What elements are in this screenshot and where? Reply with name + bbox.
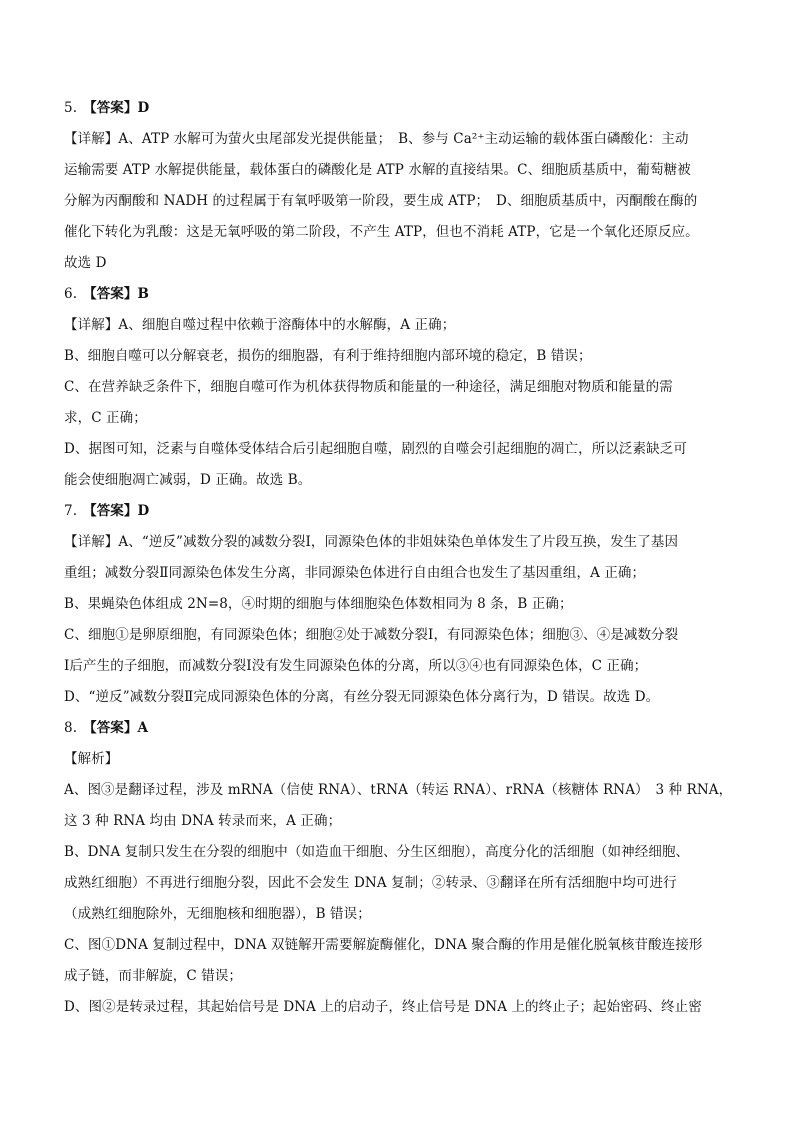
- answer-heading: [64, 279, 734, 310]
- answer-heading: [64, 496, 734, 527]
- question-number: 8.: [64, 720, 78, 736]
- explanation-line: B、果蝇染色体组成 2N=8，④时期的细胞与体细胞染色体数相同为 8 条，B 正确；: [64, 596, 573, 612]
- explanation-line: 运输需要 ATP 水解提供能量，载体蛋白的磷酸化是 ATP 水解的直接结果。C、细胞质基质中，葡萄糖被: [64, 162, 691, 178]
- explanation-line: C、细胞①是卵原细胞，有同源染色体；细胞②处于减数分裂Ⅰ，有同源染色体；细胞③、④是减数分裂: [64, 627, 679, 643]
- answer-label: 【答案】A: [83, 720, 149, 736]
- answer-label: 【答案】D: [83, 100, 150, 116]
- answer-section: [64, 279, 734, 496]
- explanation-line: 这 3 种 RNA 均由 DNA 转录而来，A 正确；: [64, 813, 342, 829]
- explanation-line: D、“逆反”减数分裂Ⅱ完成同源染色体的分离，有丝分裂无同源染色体分离行为，D 错误。故选 D。: [64, 689, 660, 705]
- explanation-line: （成熟红细胞除外，无细胞核和细胞器），B 错误；: [64, 906, 371, 922]
- answer-section: [64, 93, 734, 279]
- answer-section: [64, 496, 734, 713]
- question-number: 6.: [64, 286, 78, 302]
- explanation-line: D、据图可知，泛素与自噬体受体结合后引起细胞自噬，剧烈的自噬会引起细胞的凋亡，所以泛素缺乏可: [64, 441, 687, 457]
- explanation-line: B、细胞自噬可以分解衰老，损伤的细胞器，有利于维持细胞内部环境的稳定，B 错误；: [64, 348, 592, 364]
- question-number: 7.: [64, 503, 78, 519]
- answer-heading: [64, 93, 734, 124]
- explanation-line: 【解析】: [64, 751, 119, 767]
- explanation-line: A、图③是翻译过程，涉及 mRNA（信使 RNA）、tRNA（转运 RNA）、rRNA（核糖体 RNA） 3 种 RNA，: [64, 782, 733, 798]
- explanation-line: 重组；减数分裂Ⅱ同源染色体发生分离，非同源染色体进行自由组合也发生了基因重组，A 正确；: [64, 565, 646, 581]
- explanation-line: 成熟红细胞）不再进行细胞分裂，因此不会发生 DNA 复制；②转录、③翻译在所有活细胞中均可进行: [64, 875, 677, 891]
- explanation-line: 成子链，而非解旋，C 错误；: [64, 968, 243, 984]
- explanation-line: 求，C 正确；: [64, 410, 147, 426]
- explanation-line: B、DNA 复制只发生在分裂的细胞中（如造血干细胞、分生区细胞），高度分化的活细胞（如神经细胞、: [64, 844, 690, 860]
- explanation-line: D、图②是转录过程，其起始信号是 DNA 上的启动子，终止信号是 DNA 上的终止子；起始密码、终止密: [64, 999, 702, 1015]
- explanation-line: 【详解】A、细胞自噬过程中依赖于溶酶体中的水解酶，A 正确；: [64, 317, 456, 333]
- answer-label: 【答案】D: [83, 503, 150, 519]
- explanation-line: 能会使细胞凋亡减弱，D 正确。故选 B。: [64, 472, 312, 488]
- explanation-line: C、图①DNA 复制过程中，DNA 双链解开需要解旋酶催化，DNA 聚合酶的作用是催化脱氧核苷酸连接形: [64, 937, 703, 953]
- explanation-line: 分解为丙酮酸和 NADH 的过程属于有氧呼吸第一阶段，要生成 ATP； D、细胞质基质中，丙酮酸在酶的: [64, 193, 698, 209]
- explanation-line: Ⅰ后产生的子细胞，而减数分裂Ⅰ没有发生同源染色体的分离，所以③④也有同源染色体，C 正确；: [64, 658, 648, 674]
- explanation-line: C、在营养缺乏条件下，细胞自噬可作为机体获得物质和能量的一种途径，满足细胞对物质和能量的需: [64, 379, 673, 395]
- answer-content: [64, 93, 734, 1023]
- explanation-line: 【详解】A、“逆反”减数分裂的减数分裂Ⅰ，同源染色体的非姐妹染色单体发生了片段互换，发生了基因: [64, 534, 679, 550]
- question-number: 5.: [64, 100, 78, 116]
- answer-section: [64, 713, 734, 1023]
- explanation-line: 【详解】A、ATP 水解可为萤火虫尾部发光提供能量； B、参与 Ca²⁺主动运输的载体蛋白磷酸化：主动: [64, 131, 689, 147]
- answer-heading: [64, 713, 734, 744]
- explanation-line: 故选 D: [64, 255, 107, 271]
- answer-label: 【答案】B: [83, 286, 150, 302]
- explanation-line: 催化下转化为乳酸：这是无氧呼吸的第二阶段，不产生 ATP，但也不消耗 ATP，它是一个氧化还原反应。: [64, 224, 699, 240]
